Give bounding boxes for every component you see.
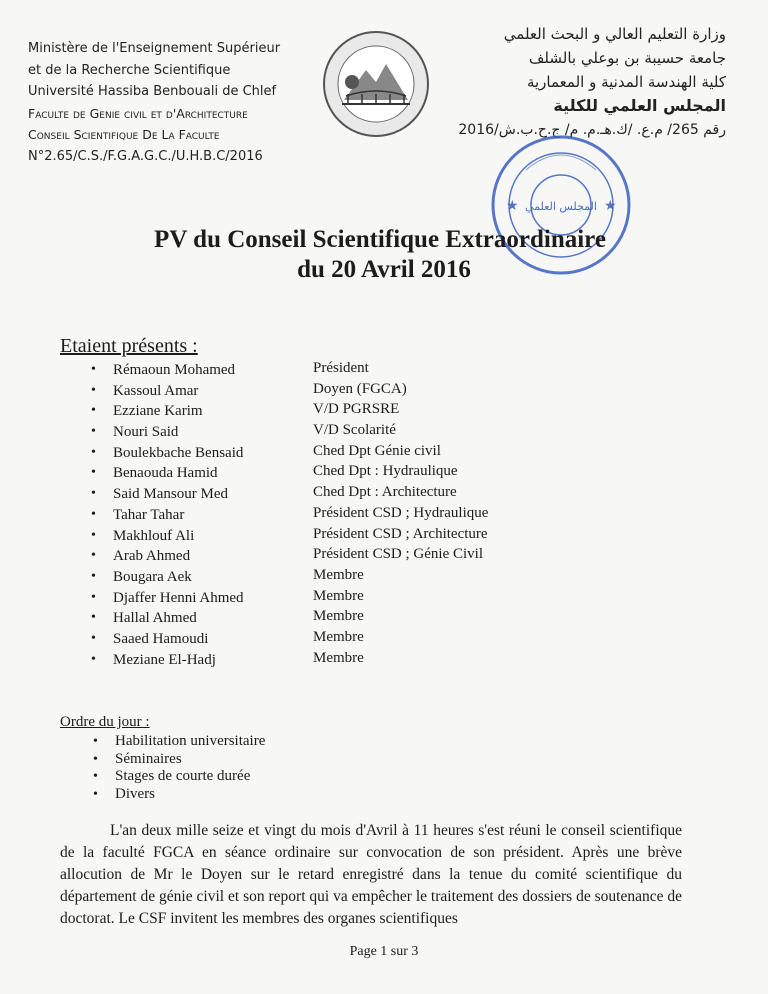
attendee-name: • Makhlouf Ali bbox=[113, 526, 244, 547]
ministry-line-2: et de la Recherche Scientifique bbox=[28, 62, 231, 78]
attendee-name: • Ezziane Karim bbox=[113, 401, 244, 422]
attendee-name: • Benaouda Hamid bbox=[113, 463, 244, 484]
attendee-role: Membre bbox=[313, 608, 364, 625]
attendee-role: Ched Dpt : Hydraulique bbox=[313, 463, 458, 480]
university-name-ar: جامعة حسيبة بن بوعلي بالشلف bbox=[528, 49, 726, 67]
attendee-role: Membre bbox=[313, 587, 364, 604]
attendee-role: Président CSD ; Hydraulique bbox=[313, 504, 489, 521]
attendee-name: • Said Mansour Med bbox=[113, 484, 244, 505]
attendee-name: • Bougara Aek bbox=[113, 567, 244, 588]
council-name: Conseil Scientifique De La Faculte bbox=[28, 127, 220, 142]
ministry-line-ar: وزارة التعليم العالي و البحث العلمي bbox=[503, 25, 726, 43]
attendee-name: • Hallal Ahmed bbox=[113, 608, 244, 629]
svg-text:★: ★ bbox=[604, 198, 617, 214]
university-logo bbox=[322, 30, 430, 138]
agenda-item: • Habilitation universitaire bbox=[115, 733, 265, 751]
attendee-name: • Kassoul Amar bbox=[113, 381, 244, 402]
svg-text:★: ★ bbox=[506, 198, 519, 214]
attendee-name: • Rémaoun Mohamed bbox=[113, 360, 244, 381]
attendee-name: • Nouri Said bbox=[113, 422, 244, 443]
ministry-line: Ministère de l'Enseignement Supérieur bbox=[28, 41, 281, 56]
agenda-item: • Divers bbox=[115, 786, 265, 804]
attendee-role: V/D Scolarité bbox=[313, 422, 396, 439]
agenda-item: • Stages de courte durée bbox=[115, 768, 265, 786]
attendee-name: • Tahar Tahar bbox=[113, 505, 244, 526]
attendees-heading: Etaient présents : bbox=[60, 335, 198, 357]
document-date: du 20 Avril 2016 bbox=[297, 256, 471, 283]
faculty-name: Faculte de Genie civil et d'Architecture bbox=[28, 105, 248, 121]
reference-number: N°2.65/C.S./F.G.A.G.C./U.H.B.C/2016 bbox=[28, 148, 263, 164]
svg-text:المجلس العلمي: المجلس العلمي bbox=[525, 200, 597, 213]
attendee-role: Membre bbox=[313, 628, 364, 645]
agenda-item: • Séminaires bbox=[115, 751, 265, 769]
attendee-name: • Djaffer Henni Ahmed bbox=[113, 588, 244, 609]
header-french bbox=[28, 38, 280, 167]
agenda-heading: Ordre du jour : bbox=[60, 714, 150, 730]
page-number: Page 1 sur 3 bbox=[349, 944, 419, 959]
attendee-name: • Saaed Hamoudi bbox=[113, 629, 244, 650]
university-name: Université Hassiba Benbouali de Chlef bbox=[28, 84, 277, 99]
agenda-list bbox=[115, 733, 265, 803]
attendee-role: Doyen (FGCA) bbox=[313, 380, 407, 397]
faculty-name-ar: كلية الهندسة المدنية و المعمارية bbox=[526, 73, 726, 91]
reference-number-ar: رقم 265/ م.ع. /ك.هـ.م. م/ ج.ح.ب.ش/2016 bbox=[458, 122, 726, 138]
attendee-role: Membre bbox=[313, 566, 364, 583]
attendee-name: • Boulekbache Bensaid bbox=[113, 443, 244, 464]
header-arabic bbox=[426, 22, 726, 142]
attendee-names bbox=[113, 360, 244, 670]
attendee-role: Président bbox=[313, 360, 369, 376]
attendee-role: Ched Dpt : Architecture bbox=[313, 484, 457, 501]
attendee-role: Président CSD ; Architecture bbox=[313, 525, 488, 542]
minutes-paragraph: L'an deux mille seize et vingt du mois d'Avril à 11 heures s'est réuni le conseil scientifique de la faculté FGCA en séance ordinaire sur convocation de son président. Après une brève allocution de Mr le Doyen sur le retard enregistré dans la tenue du comité scientifique du département de génie civil et son report qui va empêcher le traitement des dossiers de soutenance de doctorat. Le CSF invitent les membres des organes scientifiques bbox=[60, 822, 682, 927]
attendee-roles bbox=[313, 358, 488, 668]
attendee-name: • Arab Ahmed bbox=[113, 546, 244, 567]
council-name-ar: المجلس العلمي للكلية bbox=[553, 96, 726, 115]
attendee-name: • Meziane El-Hadj bbox=[113, 650, 244, 671]
attendee-role: Président CSD ; Génie Civil bbox=[313, 546, 483, 563]
attendee-role: Ched Dpt Génie civil bbox=[313, 442, 441, 459]
attendee-role: Membre bbox=[313, 649, 364, 666]
attendee-role: V/D PGRSRE bbox=[313, 401, 400, 418]
document-title: PV du Conseil Scientifique Extraordinaire bbox=[154, 226, 606, 253]
